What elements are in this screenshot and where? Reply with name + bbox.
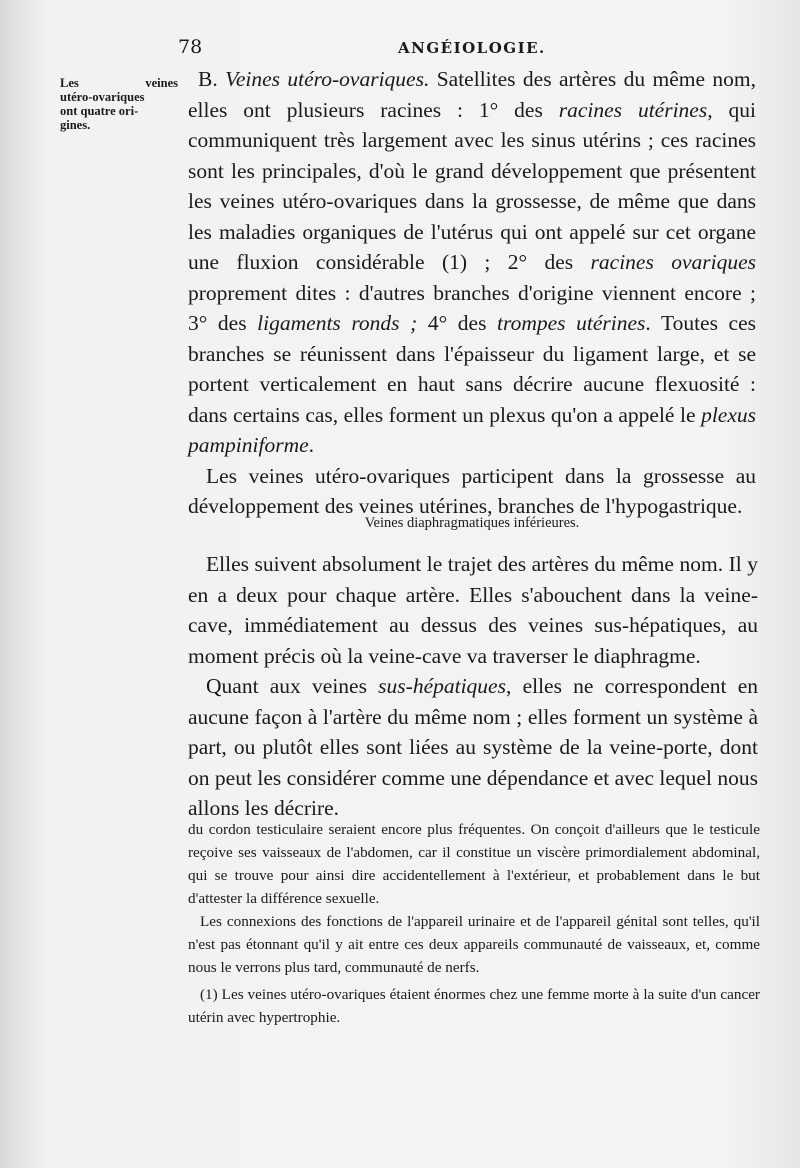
- text: Quant aux veines: [206, 674, 379, 698]
- page-header: [178, 36, 738, 62]
- paragraph: Elles suivent absolument le trajet des artères du même nom. Il y en a deux pour chaque artère. Elles s'abouchent dans la veine-cave, immédiatement au dessus des veines sus-hépatiques, au moment précis où la veine-cave va traverser le diaphragme.: [188, 552, 758, 668]
- text: proprement dites : d'autres branches d'origine viennent encore ; 3° des: [188, 280, 756, 335]
- italic-term: trompes utérines: [497, 311, 646, 335]
- text: 4° des: [417, 311, 498, 335]
- paragraph: [188, 64, 756, 461]
- text: Satellites des artères du même nom, elles ont plusieurs racines : 1° des: [188, 67, 756, 122]
- footnote: (1) Les veines utéro-ovariques étaient énormes chez une femme morte à la suite d'un cancer utérin avec hypertrophie.: [188, 986, 760, 1026]
- italic-term: racines ovariques: [590, 250, 756, 274]
- text: , elles ne correspondent en aucune façon à l'artère du même nom ; elles forment un système à part, ou plutôt elles sont liées au système de la veine-porte, dont on peut les considérer comme une dépendance et avec lequel nous allons les décrire.: [188, 674, 758, 820]
- italic-term: ligaments ronds ;: [257, 311, 418, 335]
- paragraph: [188, 671, 758, 824]
- text: .: [308, 433, 315, 457]
- italic-term: plexus pampiniforme: [188, 402, 756, 457]
- italic-term: sus-hépatiques: [378, 674, 506, 698]
- text: . Toutes ces branches se réunissent dans l'épaisseur du ligament large, et se portent verticalement en haut sans décrire aucune flexuosité : dans certains cas, elles forment un plexus qu'on a appelé le: [188, 311, 756, 427]
- page-number: 78: [178, 36, 203, 58]
- text: , qui communiquent très largement avec les sinus utérins ; ces racines sont les principales, d'où le grand développement que présentent les veines utéro-ovariques dans la grossesse, de même que dans les maladies organiques de l'utérus qui ont appelé sur cet organe une fluxion considérable (1) ; 2° des: [188, 97, 756, 274]
- margin-note: [60, 76, 178, 132]
- note-paragraph: Les connexions des fonctions de l'appareil urinaire et de l'appareil génital sont telles, qu'il n'est pas étonnant qu'il y ait entre ces deux appareils communauté de vaisseaux, et, comme nous le verrons plus tard, communauté de nerfs.: [188, 913, 760, 976]
- running-head: ANGÉIOLOGIE.: [398, 39, 546, 57]
- italic-term: racines utérines: [558, 97, 708, 122]
- subheading: Veines diaphragmatiques inférieures.: [364, 515, 580, 531]
- margin-note-line: ont quatre ori-: [60, 104, 139, 118]
- section-diaphragmatic: [188, 549, 758, 824]
- section-letter: B.: [198, 67, 218, 91]
- note-continuation: du cordon testiculaire seraient encore plus fréquentes. On conçoit d'ailleurs que le testicule reçoive ses vaisseaux de l'abdomen, car il constitue un viscère primordialement abdominal, qui se trouve pour ainsi dire accidentellement à l'extérieur, et probablement dans le but d'attester la différence sexuelle.: [188, 821, 760, 907]
- paragraph: Les veines utéro-ovariques participent dans la grossesse au développement des veines utérines, branches de l'hypogastrique.: [188, 463, 756, 518]
- section-utero-ovarian: [188, 64, 756, 522]
- notes: [188, 818, 760, 1029]
- margin-note-line: Les veines: [60, 76, 178, 90]
- margin-note-line: utéro-ovariques: [60, 90, 145, 104]
- section-title: Veines utéro-ovariques.: [225, 67, 430, 91]
- margin-note-line: gines.: [60, 118, 91, 132]
